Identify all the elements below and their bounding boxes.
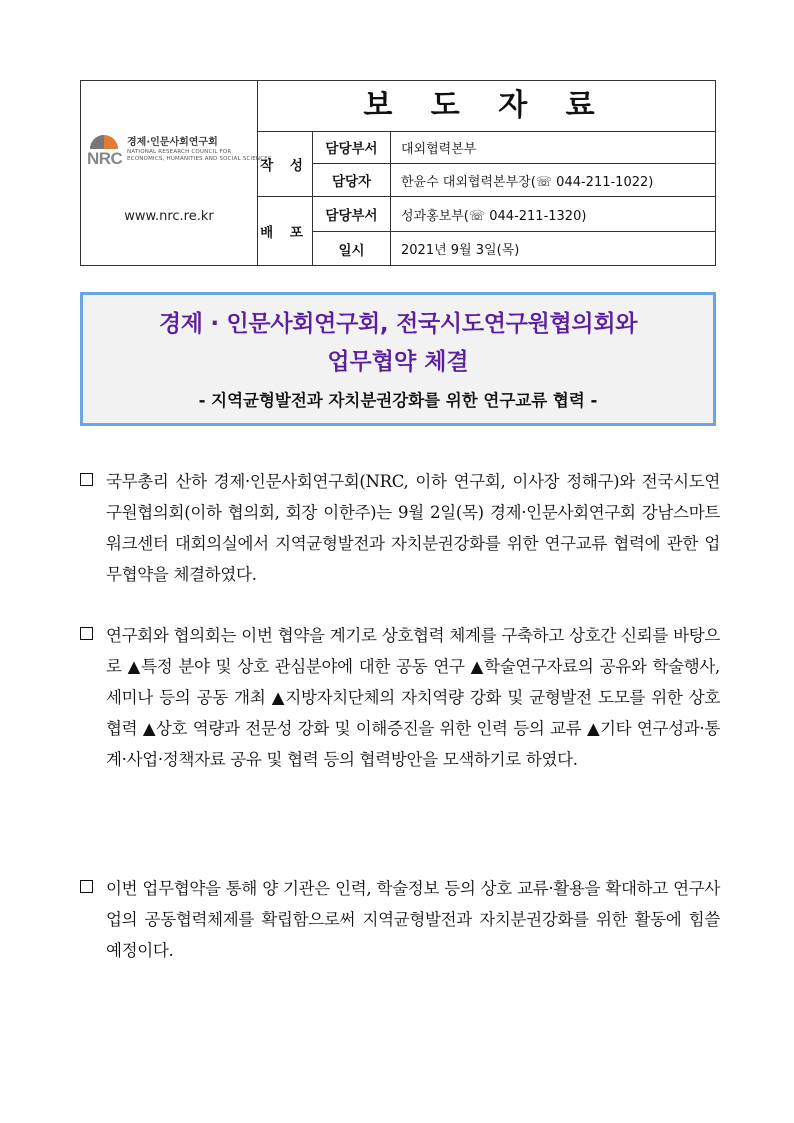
checkbox-bullet-icon [80,627,93,640]
logo-org-name: 경제·인문사회연구회 [127,137,218,148]
paragraph-text: 연구회와 협의회는 이번 협약을 계기로 상호협력 체계를 구축하고 상호간 신뢰를 바탕으로 ▲특정 분야 및 상호 관심분야에 대한 공동 연구 ▲학술연구자료의 공유와 학술행사, 세미나 등의 공동 개최 ▲지방자치단체의 자치역량 강화 및 균형발전 도모를 위한 상호 협력 ▲상호 역량과 전문성 강화 및 이해증진을 위한 인력 등의 교류 ▲기타 연구성과·통계·사업·정책자료 공유 및 협력 등의 협력방안을 모색하기로 하였다. [106,626,720,769]
row-value: 성과홍보부(☏ 044-211-1320) [401,208,587,224]
headline-line-1: 경제 · 인문사회연구회, 전국시도연구원협의회와 [158,311,638,337]
headline-box [80,292,716,426]
paragraph-text: 국무총리 산하 경제·인문사회연구회(NRC, 이하 연구회, 이사장 정해구)와 전국시도연구원협의회(이하 협의회, 회장 이한주)는 9월 2일(목) 경제·인문사회연구회 강남스마트워크센터 대회의실에서 지역균형발전과 자치분권강화를 위한 연구교류 협력에 관한 업무협약을 체결하였다. [106,472,720,584]
website-url: www.nrc.re.kr [124,209,214,224]
body-paragraph [80,873,720,966]
group-label-distribution: 배 포 [257,197,313,265]
contact-grid [257,131,715,265]
headline-subtitle: - 지역균형발전과 자치분권강화를 위한 연구교류 협력 - [198,391,598,410]
row-key: 담당부서 [313,197,391,231]
contact-row [313,164,715,197]
group-label-write: 작 성 [257,131,313,197]
logo-abbr: NRC [87,149,123,168]
press-release-header-table [80,80,716,266]
checkbox-bullet-icon [80,880,93,893]
body-paragraph [80,620,720,775]
contact-row [313,197,715,232]
row-value: 한윤수 대외협력본부장(☏ 044-211-1022) [401,174,654,190]
logo-cell [81,81,272,265]
logo-org-name-en: NATIONAL RESEARCH COUNCIL FOR ECONOMICS, HUMANITIES AND SOCIAL SCIENCES [127,149,272,162]
document-title: 보 도 자 료 [257,81,715,132]
row-key: 담당자 [313,164,391,196]
headline-line-2: 업무협약 체결 [327,349,469,375]
body-paragraph [80,466,720,590]
nrc-logo [87,127,272,175]
row-key: 담당부서 [313,131,391,163]
row-key: 일시 [313,232,391,265]
row-value: 대외협력본부 [401,141,477,157]
checkbox-bullet-icon [80,473,93,486]
contact-row [313,131,715,164]
contact-row [313,232,715,265]
row-value: 2021년 9월 3일(목) [401,243,520,258]
paragraph-text: 이번 업무협약을 통해 양 기관은 인력, 학술정보 등의 상호 교류·활용을 확대하고 연구사업의 공동협력체제를 확립함으로써 지역균형발전과 자치분권강화를 위한 활동에 힘쓸 예정이다. [106,879,720,960]
